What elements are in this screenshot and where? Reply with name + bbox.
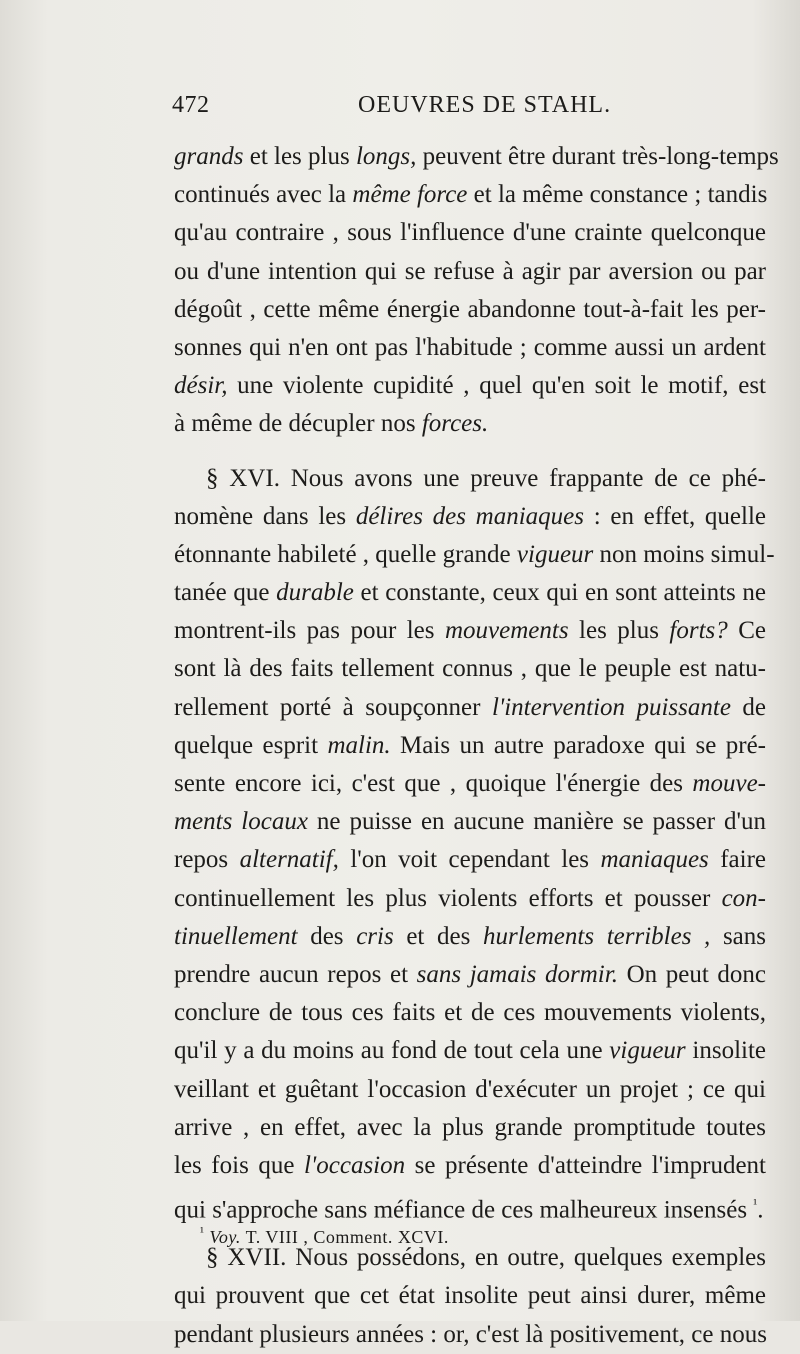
section-heading: § XVI.	[206, 464, 280, 492]
text-segment: arrive , en effet, avec la plus grande promptitude toutes	[174, 1113, 766, 1141]
text-segment: une violente cupidité , quel qu'en soit le motif, est	[227, 372, 766, 400]
italic-text: l'intervention puissante	[491, 693, 731, 721]
text-segment: repos	[174, 846, 240, 874]
text-segment: prendre aucun repos et	[174, 960, 417, 988]
text-segment: rellement porté à soupçonner	[174, 693, 492, 721]
text-line	[174, 918, 766, 956]
text-line	[174, 1109, 766, 1147]
text-line	[174, 460, 766, 498]
text-segment: montrent-ils pas pour les	[174, 617, 445, 645]
footnote-ref-marker: ¹	[753, 1196, 758, 1212]
italic-text: délires des maniaques	[355, 502, 584, 530]
text-line	[174, 253, 766, 291]
text-segment: les plus	[568, 617, 670, 645]
italic-text: hurlements terribles ,	[482, 922, 711, 950]
text-segment: nomène dans les	[174, 502, 356, 530]
italic-text: ments locaux	[174, 808, 308, 836]
text-segment: qui s'approche sans méfiance de ces malheureux insensés	[174, 1196, 754, 1224]
text-segment: sente encore ici, c'est que , quoique l'énergie des	[174, 770, 693, 797]
text-line	[174, 612, 766, 650]
text-segment: non moins simul-	[593, 540, 775, 568]
text-line	[174, 803, 766, 841]
text-line	[174, 1316, 766, 1354]
text-line	[174, 329, 766, 367]
text-line	[174, 1032, 766, 1070]
text-segment: se présente d'atteindre l'imprudent	[405, 1151, 767, 1179]
italic-text: même force	[352, 181, 468, 209]
text-line	[174, 574, 766, 612]
text-segment: dégoût , cette même énergie abandonne tout-à-fait les per-	[174, 295, 766, 323]
text-segment: qui prouvent que cet état insolite peut ainsi durer, même	[174, 1282, 766, 1310]
italic-text: forts?	[669, 617, 728, 645]
text-segment: sont là des faits tellement connus , que le peuple est natu-	[174, 655, 766, 683]
italic-text: maniaques	[600, 846, 709, 874]
text-segment: .	[757, 1196, 764, 1224]
text-line	[174, 880, 766, 918]
italic-text: mouve-	[692, 770, 766, 797]
footnote	[200, 1224, 449, 1248]
text-segment: Nous possédons, en outre, quelques exemples	[286, 1244, 766, 1272]
text-segment: : en effet, quelle	[584, 502, 767, 530]
text-segment: quelque esprit	[174, 731, 328, 759]
text-line	[174, 176, 766, 214]
text-segment: ou d'une intention qui se refuse à agir par aversion ou par	[174, 257, 766, 285]
italic-text: vigueur	[516, 540, 594, 568]
text-segment: Nous avons une preuve frappante de ce phé-	[279, 464, 766, 492]
italic-text: désir,	[174, 372, 228, 400]
text-line	[174, 650, 766, 688]
text-segment: conclure de tous ces faits et de ces mouvements violents,	[174, 999, 766, 1027]
text-line	[174, 689, 766, 727]
italic-text: l'occasion	[303, 1151, 406, 1179]
text-segment: les fois que	[174, 1151, 304, 1179]
text-segment: Ce	[727, 617, 766, 645]
text-line	[174, 994, 766, 1032]
text-segment: On peut donc	[617, 960, 766, 988]
footnote-marker: ¹	[200, 1224, 205, 1239]
text-line	[174, 1071, 766, 1109]
text-line	[174, 1277, 766, 1315]
text-line	[174, 1147, 766, 1185]
footnote-text: T. VIII , Comment. XCVI.	[240, 1227, 449, 1247]
italic-text: sans jamais dormir.	[416, 960, 618, 988]
italic-text: alternatif,	[239, 846, 339, 874]
text-segment: et la même constance ; tandis	[467, 181, 768, 209]
text-segment: tanée que	[174, 579, 277, 607]
text-line	[174, 536, 775, 574]
italic-text: forces.	[421, 410, 489, 438]
page-number: 472	[172, 92, 210, 118]
text-segment: et constante, ceux qui en sont atteints ne	[353, 579, 766, 607]
text-segment: des	[297, 922, 357, 950]
text-line	[174, 1185, 766, 1223]
italic-text: durable	[276, 579, 354, 607]
text-segment: ne puisse en aucune manière se passer d'un	[307, 808, 766, 836]
text-line	[174, 841, 766, 879]
text-segment: étonnante habileté , quelle grande	[174, 540, 517, 568]
text-line	[174, 367, 766, 405]
text-line	[174, 765, 766, 803]
text-segment: l'on voit cependant les	[338, 846, 601, 874]
section-heading: § XVII.	[206, 1244, 287, 1272]
text-segment: veillant et guêtant l'occasion d'exécuter un projet ; ce qui	[174, 1075, 766, 1103]
text-segment: sonnes qui n'en ont pas l'habitude ; comme aussi un ardent	[174, 333, 766, 361]
text-segment: continués avec la	[174, 181, 353, 209]
italic-text: con-	[721, 884, 766, 912]
text-line	[174, 405, 766, 443]
text-line	[174, 138, 779, 176]
text-segment: peuvent être durant très-long-temps	[416, 143, 779, 170]
text-line	[174, 727, 766, 765]
text-line	[174, 214, 766, 252]
text-segment: Mais un autre paradoxe qui se pré-	[390, 731, 766, 759]
italic-text: tinuellement	[174, 922, 298, 950]
text-segment: insolite	[685, 1037, 767, 1065]
italic-text: vigueur	[609, 1037, 686, 1065]
text-segment: et des	[393, 922, 483, 950]
text-segment: sans	[710, 922, 767, 950]
footnote-ref: Voy.	[209, 1227, 241, 1247]
text-line	[174, 291, 766, 329]
text-segment: qu'il y a du moins au fond de tout cela une	[174, 1037, 610, 1065]
text-segment: continuellement les plus violents efforts et pousser	[174, 884, 722, 912]
italic-text: grands	[174, 143, 244, 170]
text-segment: qu'au contraire , sous l'influence d'une crainte quelconque	[174, 219, 766, 247]
text-line	[174, 956, 766, 994]
text-segment: et les plus	[243, 143, 356, 170]
italic-text: malin.	[327, 731, 391, 759]
text-segment: pendant plusieurs années : or, c'est là positivement, ce nous	[174, 1320, 767, 1348]
body-text	[174, 138, 779, 1354]
italic-text: mouvements	[444, 617, 569, 645]
italic-text: cris	[356, 922, 394, 950]
text-segment: de	[730, 693, 766, 721]
text-segment: à même de décupler nos	[174, 410, 422, 438]
text-segment: faire	[708, 846, 766, 874]
italic-text: longs,	[355, 143, 417, 170]
text-line	[174, 498, 766, 536]
running-title: OEUVRES DE STAHL.	[358, 92, 612, 118]
page-header	[172, 92, 772, 128]
